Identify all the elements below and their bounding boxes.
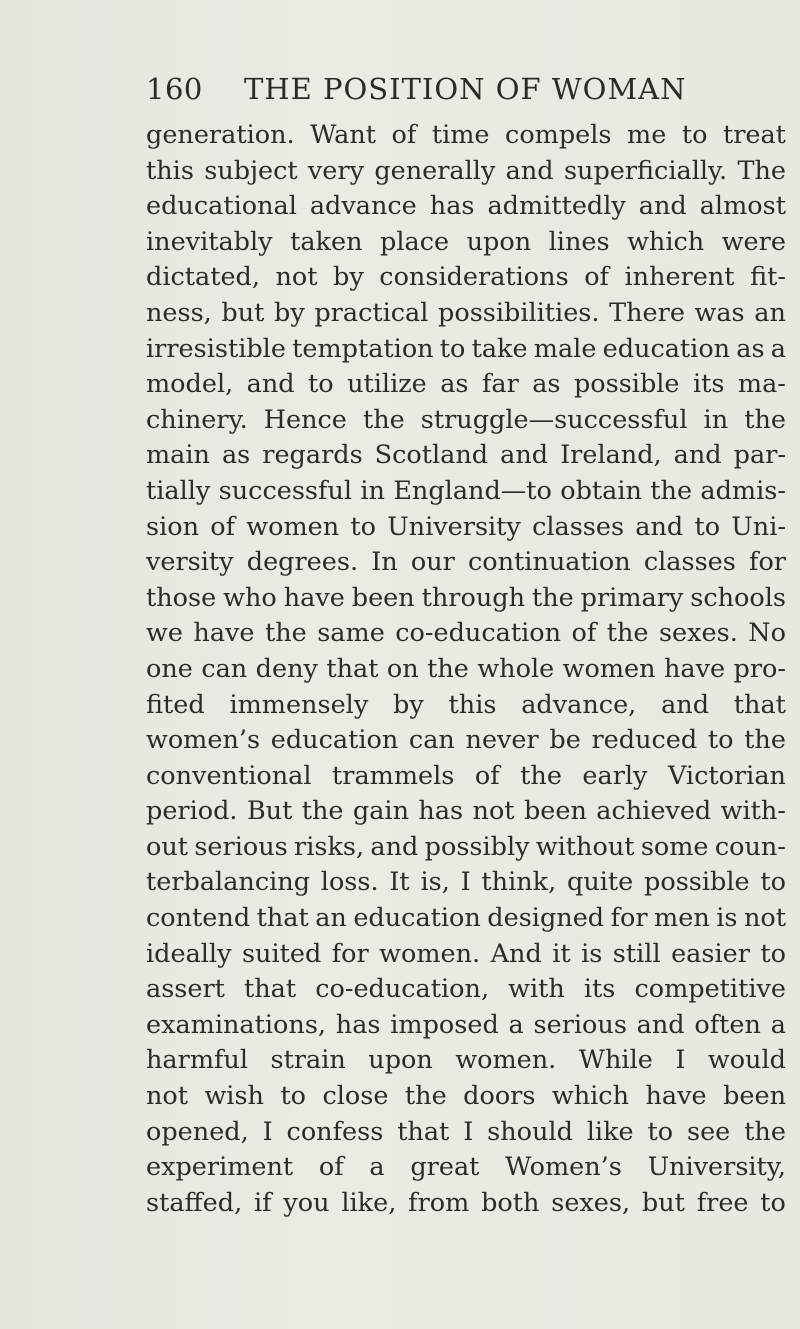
text-word: confess <box>286 1116 384 1147</box>
text-word: can <box>408 725 455 756</box>
text-word: contend <box>146 903 251 934</box>
text-word: of <box>318 1152 344 1183</box>
text-line <box>146 759 786 795</box>
text-word: regards <box>262 440 363 471</box>
text-word: of <box>584 262 609 293</box>
text-word: as <box>221 440 251 471</box>
text-word: by <box>333 262 364 293</box>
text-word: was <box>694 297 745 328</box>
text-line <box>146 616 786 652</box>
text-word: advance, <box>521 689 637 720</box>
text-word: one <box>146 653 193 684</box>
text-word: I <box>463 1116 474 1147</box>
text-word: early <box>582 760 648 791</box>
text-word: designed <box>487 903 605 934</box>
text-word: in <box>360 475 385 506</box>
text-word: should <box>487 1116 573 1147</box>
text-word: And <box>490 938 542 969</box>
text-word: and <box>505 155 554 186</box>
text-line <box>146 438 786 474</box>
text-word: been <box>723 1081 786 1112</box>
text-word: risks, <box>294 831 365 862</box>
text-word: Ireland, <box>560 440 662 471</box>
text-word: and <box>638 191 687 222</box>
text-word: this <box>448 689 497 720</box>
text-word: is <box>581 938 603 969</box>
text-word: free <box>696 1187 749 1218</box>
text-word: to <box>760 1187 786 1218</box>
text-line <box>146 510 786 546</box>
text-word: terbalancing <box>146 867 311 898</box>
text-word: staffed, <box>146 1187 243 1218</box>
text-word: not <box>146 1081 189 1112</box>
text-word: deny <box>255 653 318 684</box>
text-word: by <box>393 689 424 720</box>
text-word: from <box>408 1187 470 1218</box>
text-word: still <box>612 938 661 969</box>
text-word: possible <box>644 867 750 898</box>
text-word: those <box>146 582 217 613</box>
text-word: education <box>602 333 731 364</box>
text-word: the <box>744 1116 786 1147</box>
text-word: doors <box>463 1081 536 1112</box>
text-word: Victorian <box>667 760 786 791</box>
text-line <box>146 1115 786 1151</box>
text-word: were <box>721 226 786 257</box>
text-word: like <box>586 1116 634 1147</box>
text-line <box>146 1186 786 1222</box>
text-word: not <box>472 796 515 827</box>
text-word: some <box>640 831 709 862</box>
text-word: ma- <box>737 369 786 400</box>
text-word: and <box>246 369 295 400</box>
text-word: which <box>627 226 705 257</box>
text-word: examinations, <box>146 1009 327 1040</box>
text-line <box>146 1079 786 1115</box>
text-word: and <box>636 1009 685 1040</box>
text-word: I <box>460 867 471 898</box>
text-word: Hence <box>263 404 347 435</box>
text-word: classes <box>643 547 736 578</box>
text-word: main <box>146 440 210 471</box>
text-word: obtain <box>560 475 642 506</box>
text-word: as <box>440 369 469 400</box>
text-word: immensely <box>229 689 369 720</box>
body-text <box>146 118 786 1221</box>
text-word: trammels <box>332 760 455 791</box>
text-word: for <box>331 938 369 969</box>
text-word: women <box>562 653 656 684</box>
text-word: out <box>146 831 189 862</box>
text-word: that <box>256 903 309 934</box>
text-word: on <box>386 653 419 684</box>
text-word: conventional <box>146 760 312 791</box>
text-word: co-education <box>395 618 561 649</box>
text-word: same <box>317 618 385 649</box>
text-line <box>146 403 786 439</box>
text-word: that <box>326 653 379 684</box>
text-word: of <box>474 760 500 791</box>
text-line <box>146 1150 786 1186</box>
text-line <box>146 901 786 937</box>
text-word: quite <box>567 867 634 898</box>
text-word: it <box>552 938 571 969</box>
text-word: women. <box>455 1045 557 1076</box>
text-word: has <box>335 1009 381 1040</box>
text-word: treat <box>722 120 786 150</box>
text-word: the <box>531 582 574 613</box>
text-word: pro- <box>733 653 786 684</box>
text-word: dictated, <box>146 262 260 293</box>
text-word: education <box>270 725 399 756</box>
text-word: University <box>387 511 521 542</box>
text-line <box>146 937 786 973</box>
text-line <box>146 830 786 866</box>
text-word: women’s <box>146 725 261 756</box>
text-line <box>146 332 786 368</box>
text-word: who <box>223 582 277 613</box>
text-word: In <box>371 547 398 578</box>
text-word: the <box>264 618 307 649</box>
text-word: continuation <box>468 547 631 578</box>
text-word: to <box>760 867 786 898</box>
text-word: generally <box>374 155 496 186</box>
text-word: its <box>583 974 616 1005</box>
text-word: as <box>736 333 765 364</box>
text-word: loss. <box>320 867 379 898</box>
text-word: There <box>609 297 685 328</box>
page-header <box>146 72 786 112</box>
text-word: reduced <box>591 725 698 756</box>
text-word: the <box>606 618 649 649</box>
text-word: have <box>645 1081 707 1112</box>
text-word: that <box>733 689 786 720</box>
text-line <box>146 972 786 1008</box>
text-word: It <box>389 867 410 898</box>
text-line <box>146 225 786 261</box>
text-word: by <box>274 297 305 328</box>
text-word: suited <box>241 938 322 969</box>
text-word: taken <box>290 226 363 257</box>
text-word: sexes, <box>551 1187 631 1218</box>
text-word: of <box>571 618 597 649</box>
text-word: the <box>404 1081 447 1112</box>
text-word: I <box>262 1116 273 1147</box>
text-word: achieved <box>596 796 712 827</box>
text-line <box>146 189 786 225</box>
text-word: as <box>532 369 561 400</box>
text-word: but <box>641 1187 685 1218</box>
text-word: through <box>421 582 526 613</box>
text-word: sion <box>146 511 200 542</box>
text-word: to <box>647 1116 674 1147</box>
text-word: easier <box>671 938 750 969</box>
text-word: would <box>707 1045 786 1076</box>
text-word: to <box>760 938 786 969</box>
text-line <box>146 723 786 759</box>
text-word: possibly <box>424 831 530 862</box>
text-word: While <box>578 1045 653 1076</box>
text-word: and <box>370 831 419 862</box>
text-word: and <box>673 440 722 471</box>
text-line <box>146 260 786 296</box>
text-word: whole <box>477 653 555 684</box>
text-word: be <box>549 725 581 756</box>
text-line <box>146 688 786 724</box>
text-word: without <box>535 831 635 862</box>
text-word: Scotland <box>374 440 489 471</box>
text-word: have <box>193 618 255 649</box>
text-word: fit- <box>750 262 786 293</box>
text-word: admis- <box>700 475 786 506</box>
text-word: has <box>429 191 475 222</box>
text-word: irresistible <box>146 333 286 364</box>
text-word: sexes. <box>658 618 738 649</box>
text-word: the <box>301 796 344 827</box>
text-word: No <box>748 618 786 649</box>
text-word: compels <box>505 120 612 150</box>
text-word: we <box>146 618 183 649</box>
text-line <box>146 865 786 901</box>
text-word: to <box>350 511 376 542</box>
text-line <box>146 367 786 403</box>
text-word: fited <box>146 689 205 720</box>
text-word: been <box>523 796 587 827</box>
text-word: admittedly <box>487 191 626 222</box>
text-word: education <box>353 903 481 934</box>
text-word: if <box>253 1187 272 1218</box>
text-word: almost <box>699 191 786 222</box>
text-word: an <box>754 297 786 328</box>
text-word: successful <box>218 475 353 506</box>
text-word: a <box>770 333 786 364</box>
text-word: not <box>743 903 786 934</box>
text-word: considerations <box>379 262 569 293</box>
text-word: imposed <box>390 1009 499 1040</box>
text-word: far <box>481 369 519 400</box>
text-word: men <box>654 903 710 934</box>
text-line <box>146 794 786 830</box>
text-word: and <box>500 440 549 471</box>
text-word: practical <box>314 297 429 328</box>
text-word: women <box>246 511 340 542</box>
text-word: the <box>744 404 786 435</box>
text-word: co-education, <box>315 974 490 1005</box>
text-word: I <box>675 1045 686 1076</box>
text-line <box>146 154 786 190</box>
text-word: Women’s <box>505 1152 622 1183</box>
text-word: and <box>635 511 684 542</box>
text-word: to <box>694 511 721 542</box>
text-word: often <box>694 1009 761 1040</box>
text-word: very <box>307 155 364 186</box>
text-word: close <box>322 1081 389 1112</box>
text-word: to <box>681 120 708 150</box>
text-word: the <box>650 475 693 506</box>
text-word: strain <box>270 1045 346 1076</box>
text-word: possibilities. <box>438 297 600 328</box>
text-word: of <box>210 511 236 542</box>
text-word: a <box>369 1152 385 1183</box>
text-word: is <box>716 903 738 934</box>
text-word: harmful <box>146 1045 249 1076</box>
text-word: which <box>551 1081 630 1112</box>
text-line <box>146 545 786 581</box>
text-word: subject <box>204 155 298 186</box>
text-word: the <box>744 725 786 756</box>
text-word: with- <box>720 796 786 827</box>
text-word: serious <box>533 1009 627 1040</box>
text-word: model, <box>146 369 234 400</box>
text-word: the <box>427 653 469 684</box>
text-word: coun- <box>714 831 786 862</box>
text-word: England—to <box>393 475 552 506</box>
text-word: ness, <box>146 297 212 328</box>
text-word: period. <box>146 796 238 827</box>
text-word: its <box>692 369 725 400</box>
text-word: versity <box>146 547 234 578</box>
text-word: place <box>380 226 450 257</box>
text-word: that <box>397 1116 450 1147</box>
text-word: to <box>308 369 334 400</box>
text-word: lines <box>548 226 610 257</box>
text-word: to <box>439 333 466 364</box>
text-word: great <box>410 1152 480 1183</box>
text-word: inherent <box>624 262 735 293</box>
text-word: for <box>610 903 648 934</box>
text-word: schools <box>690 582 786 613</box>
text-word: time <box>431 120 490 150</box>
text-word: possible <box>573 369 680 400</box>
text-word: serious <box>194 831 288 862</box>
text-word: assert <box>146 974 225 1005</box>
text-word: me <box>627 120 667 150</box>
text-word: for <box>749 547 786 578</box>
text-word: opened, <box>146 1116 249 1147</box>
text-word: utilize <box>347 369 427 400</box>
text-word: wish <box>204 1081 264 1112</box>
text-line <box>146 118 786 154</box>
text-word: classes <box>532 511 625 542</box>
text-word: see <box>687 1116 731 1147</box>
text-line <box>146 652 786 688</box>
text-word: upon <box>368 1045 433 1076</box>
text-word: an <box>315 903 347 934</box>
text-word: gain <box>352 796 410 827</box>
text-word: in <box>703 404 729 435</box>
text-word: competitive <box>634 974 786 1005</box>
text-word: the <box>520 760 562 791</box>
running-head: THE POSITION OF WOMAN <box>243 72 687 106</box>
text-word: male <box>533 333 597 364</box>
text-word: a <box>770 1009 786 1040</box>
text-word: have <box>663 653 726 684</box>
text-word: our <box>410 547 455 578</box>
text-word: take <box>471 333 528 364</box>
text-word: women. <box>379 938 481 969</box>
text-word: you <box>283 1187 330 1218</box>
text-word: struggle—successful <box>420 404 688 435</box>
page-number: 160 <box>146 72 203 106</box>
text-word: a <box>508 1009 524 1040</box>
text-word: primary <box>580 582 684 613</box>
text-word: Want <box>310 120 376 150</box>
text-word: not <box>275 262 318 293</box>
text-word: ideally <box>146 938 232 969</box>
text-word: think, <box>481 867 557 898</box>
text-word: to <box>707 725 734 756</box>
text-word: can <box>201 653 248 684</box>
text-word: Uni- <box>731 511 786 542</box>
text-word: advance <box>309 191 417 222</box>
text-word: experiment <box>146 1152 294 1183</box>
text-line <box>146 474 786 510</box>
text-word: have <box>283 582 345 613</box>
text-line <box>146 296 786 332</box>
text-word: like, <box>341 1187 397 1218</box>
text-word: never <box>465 725 539 756</box>
text-word: The <box>737 155 786 186</box>
text-word: generation. <box>146 120 295 150</box>
text-word: inevitably <box>146 226 273 257</box>
text-word: this <box>146 155 194 186</box>
text-word: is, <box>420 867 450 898</box>
text-word: degrees. <box>246 547 359 578</box>
text-word: but <box>221 297 265 328</box>
text-word: and <box>661 689 710 720</box>
text-word: University, <box>647 1152 786 1183</box>
text-word: tially <box>146 475 211 506</box>
text-word: educational <box>146 191 297 222</box>
text-word: chinery. <box>146 404 248 435</box>
text-word: of <box>391 120 417 150</box>
text-word: been <box>351 582 415 613</box>
text-word: to <box>280 1081 307 1112</box>
text-word: upon <box>466 226 532 257</box>
text-word: par- <box>733 440 786 471</box>
text-line <box>146 1043 786 1079</box>
text-word: that <box>243 974 297 1005</box>
text-line <box>146 581 786 617</box>
text-word: superficially. <box>563 155 728 186</box>
text-line <box>146 1008 786 1044</box>
text-word: temptation <box>292 333 434 364</box>
text-word: with <box>508 974 565 1005</box>
text-word: has <box>418 796 464 827</box>
text-word: But <box>246 796 293 827</box>
text-word: both <box>481 1187 540 1218</box>
text-word: the <box>362 404 405 435</box>
